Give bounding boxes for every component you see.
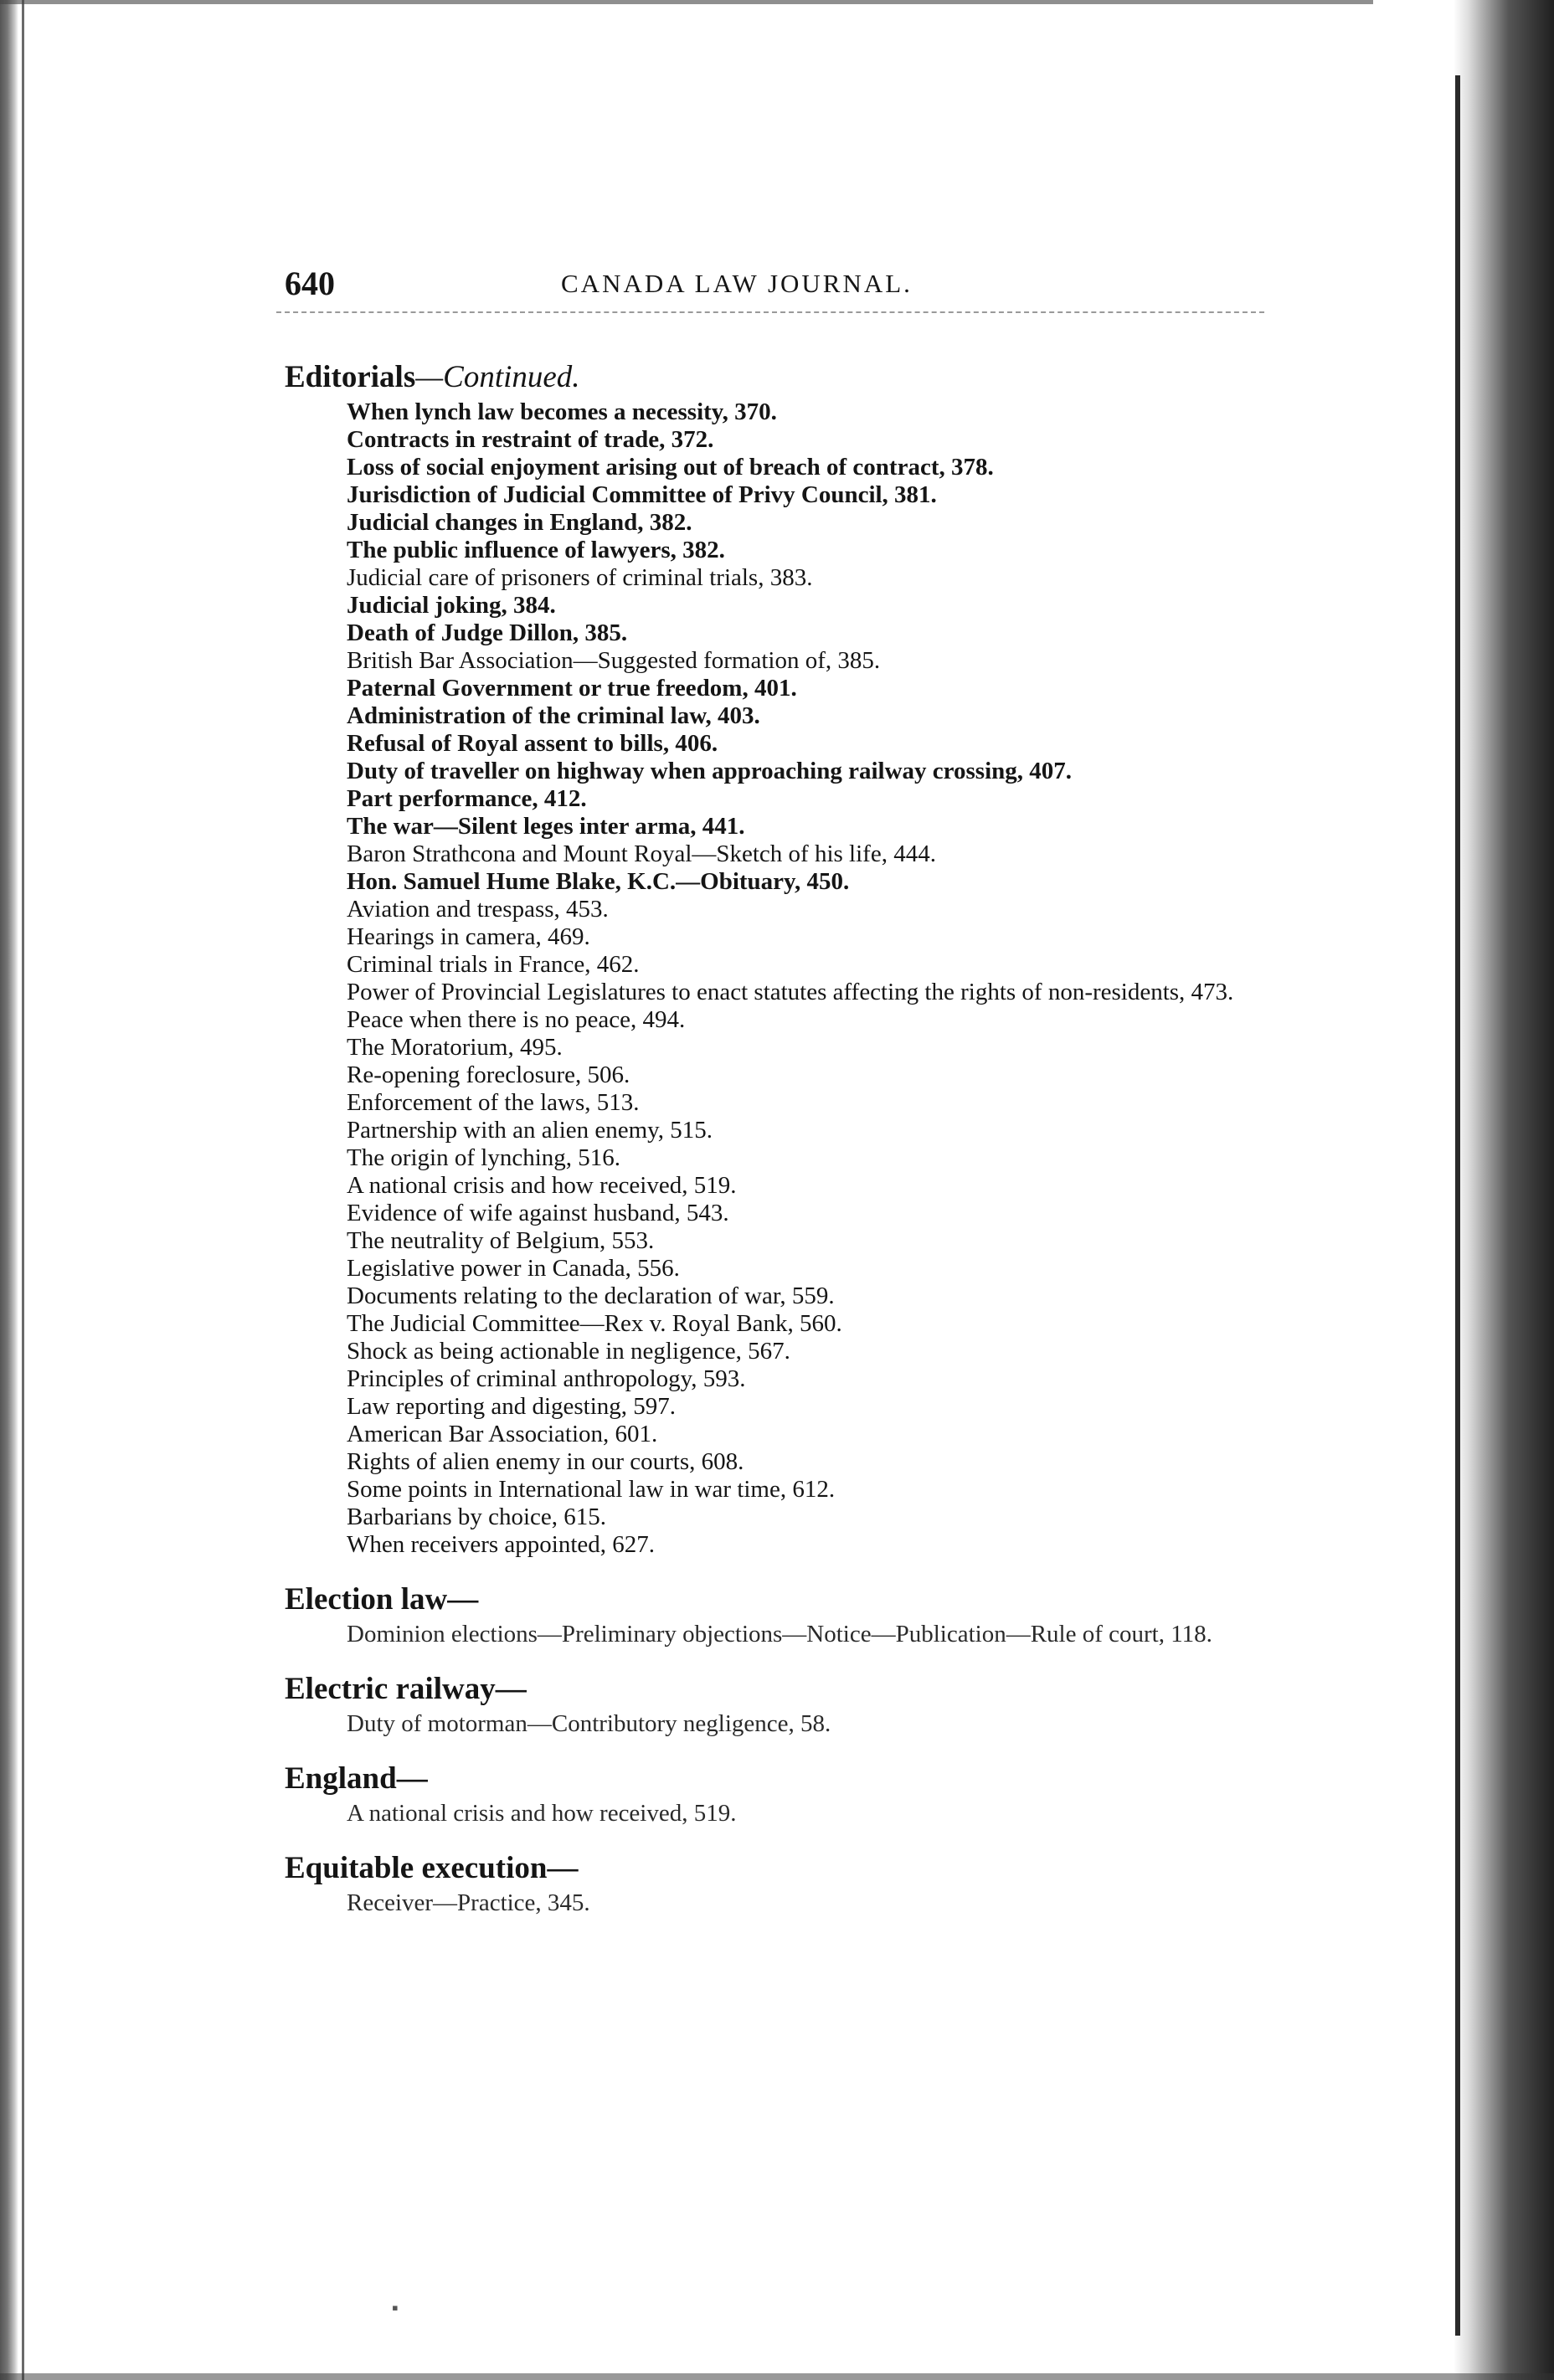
index-entry: Duty of traveller on highway when approaching railway crossing, 407.: [347, 758, 1073, 784]
index-entry: Barbarians by choice, 615.: [347, 1504, 607, 1530]
index-entry: Shock as being actionable in negligence, 567.: [347, 1338, 790, 1365]
index-entry: Rights of alien enemy in our courts, 608.: [347, 1448, 744, 1475]
index-entry: Receiver—Practice, 345.: [347, 1889, 590, 1916]
index-entry: Duty of motorman—Contributory negligence, 58.: [347, 1710, 831, 1737]
index-entry: Paternal Government or true freedom, 401.: [347, 675, 797, 702]
header-rule: [276, 311, 1264, 313]
scan-edge-bottom: [0, 2373, 1554, 2380]
section-heading: [285, 357, 1273, 398]
index-entry: Judicial care of prisoners of criminal trials, 383.: [347, 564, 813, 591]
index-entry: The Moratorium, 495.: [347, 1034, 563, 1061]
index-entry: American Bar Association, 601.: [347, 1421, 658, 1447]
index-entry: Death of Judge Dillon, 385.: [347, 619, 628, 646]
index-entry: When receivers appointed, 627.: [347, 1531, 655, 1558]
index-entry: Contracts in restraint of trade, 372.: [347, 426, 714, 453]
index-entry: When lynch law becomes a necessity, 370.: [347, 398, 777, 425]
index-entry: Partnership with an alien enemy, 515.: [347, 1117, 713, 1144]
page-number: 640: [285, 265, 335, 302]
index-entry: Evidence of wife against husband, 543.: [347, 1200, 729, 1226]
scan-edge-left-line: [22, 0, 24, 2380]
index-entry: Part performance, 412.: [347, 785, 587, 812]
index-entry: Documents relating to the declaration of war, 559.: [347, 1283, 835, 1309]
section-heading: Equitable execution—: [285, 1851, 579, 1885]
index-entry: The public influence of lawyers, 382.: [347, 537, 725, 563]
footer-mark: ▪: [392, 2297, 399, 2318]
section-heading: England—: [285, 1761, 428, 1796]
index-entry: Some points in International law in war time, 612.: [347, 1476, 836, 1503]
heading-text: Editorials: [285, 360, 416, 394]
index-entry: Principles of criminal anthropology, 593.: [347, 1365, 746, 1392]
index-entry: The neutrality of Belgium, 553.: [347, 1227, 655, 1254]
index-entry: Judicial joking, 384.: [347, 592, 556, 619]
section-heading: Electric railway—: [285, 1672, 527, 1706]
index-entry: Loss of social enjoyment arising out of breach of contract, 378.: [347, 454, 994, 481]
section-entries: [285, 1621, 1273, 1648]
heading-continued: —Continued.: [415, 360, 580, 394]
page-header: [285, 264, 1273, 314]
index-entry: Administration of the criminal law, 403.: [347, 702, 760, 729]
index-entry: A national crisis and how received, 519.: [347, 1800, 737, 1827]
index-entry: The origin of lynching, 516.: [347, 1144, 621, 1171]
scan-edge-right: [1454, 0, 1554, 2380]
index-entry: The war—Silent leges inter arma, 441.: [347, 813, 745, 840]
index-entry: Baron Strathcona and Mount Royal—Sketch of his life, 444.: [347, 840, 936, 867]
index-entry: Re-opening foreclosure, 506.: [347, 1061, 630, 1088]
scan-edge-top: [0, 0, 1373, 4]
index-entry: Enforcement of the laws, 513.: [347, 1089, 640, 1116]
index-entry: Law reporting and digesting, 597.: [347, 1393, 677, 1420]
section-entries: [285, 1710, 1273, 1738]
index-entry: Judicial changes in England, 382.: [347, 509, 692, 536]
scan-edge-right-line: [1455, 75, 1460, 2336]
running-title: CANADA LAW JOURNAL.: [561, 269, 913, 298]
index-section: [285, 1758, 1273, 1827]
index-entry: Refusal of Royal assent to bills, 406.: [347, 730, 718, 757]
index-entry: Legislative power in Canada, 556.: [347, 1255, 680, 1282]
other-sections: [285, 1579, 1273, 1917]
section-heading: Election law—: [285, 1582, 479, 1617]
index-section: [285, 1848, 1273, 1917]
index-entry: A national crisis and how received, 519.: [347, 1172, 737, 1199]
index-entry: Hearings in camera, 469.: [347, 923, 590, 950]
index-entry: Peace when there is no peace, 494.: [347, 1006, 686, 1033]
index-entry: British Bar Association—Suggested formation of, 385.: [347, 647, 881, 674]
index-entry: Dominion elections—Preliminary objections—Notice—Publication—Rule of court, 118.: [347, 1621, 1212, 1647]
index-entry: Aviation and trespass, 453.: [347, 896, 609, 923]
section-editorials: [285, 357, 1273, 1559]
index-entry: Power of Provincial Legislatures to enact statutes affecting the rights of non-residents, 473.: [347, 979, 1234, 1005]
index-entry: Criminal trials in France, 462.: [347, 951, 640, 978]
index-entry: Hon. Samuel Hume Blake, K.C.—Obituary, 450.: [347, 868, 850, 895]
section-entries: [285, 1889, 1273, 1917]
index-content: [285, 352, 1273, 1917]
scan-edge-left: [0, 0, 18, 2380]
editorial-entries: [285, 398, 1273, 1559]
index-section: [285, 1579, 1273, 1648]
index-section: [285, 1668, 1273, 1738]
section-entries: [285, 1800, 1273, 1827]
index-entry: Jurisdiction of Judicial Committee of Privy Council, 381.: [347, 481, 937, 508]
index-entry: The Judicial Committee—Rex v. Royal Bank, 560.: [347, 1310, 842, 1337]
